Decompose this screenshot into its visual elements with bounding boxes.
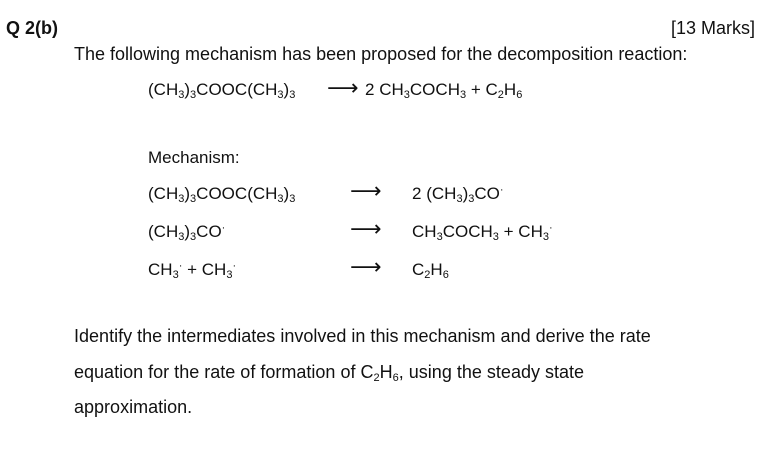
step-1-product: 2 $(CH_3)_3CO^\cdot$ bbox=[412, 184, 504, 205]
question-line-2: equation for the rate of formation of $C_2H_6$, using the steady state bbox=[74, 362, 585, 384]
mechanism-title: Mechanism: bbox=[148, 148, 240, 167]
step-2-product: $CH_3COCH_3 + CH_3^\cdot$ bbox=[412, 222, 553, 243]
step-2-reactant: $(CH_3)_3CO^\cdot$ bbox=[148, 222, 226, 243]
step-3-product: $C_2H_6$ bbox=[412, 260, 449, 281]
step-1-reactant: $(CH_3)_3COOC(CH_3)_3$ bbox=[148, 184, 296, 205]
step-1-arrow-icon: ⟶ bbox=[350, 178, 382, 203]
overall-reactant: $(CH_3)_3COOC(CH_3)_3$ bbox=[148, 80, 296, 101]
overall-arrow-icon: ⟶ bbox=[327, 75, 359, 100]
question-line-1: Identify the intermediates involved in this mechanism and derive the rate bbox=[74, 326, 651, 346]
question-number: Q 2(b) bbox=[6, 18, 58, 38]
step-2-arrow-icon: ⟶ bbox=[350, 216, 382, 241]
step-3-reactant: $CH_3^\cdot + CH_3^\cdot$ bbox=[148, 260, 237, 281]
step-3-arrow-icon: ⟶ bbox=[350, 254, 382, 279]
marks-label: [13 Marks] bbox=[670, 18, 755, 38]
overall-products: 2 $CH_3COCH_3 + C_2H_6$ bbox=[365, 80, 523, 101]
question-line-3: approximation. bbox=[74, 397, 193, 417]
intro-text: The following mechanism has been proposed for the decomposition reaction: bbox=[74, 44, 688, 64]
